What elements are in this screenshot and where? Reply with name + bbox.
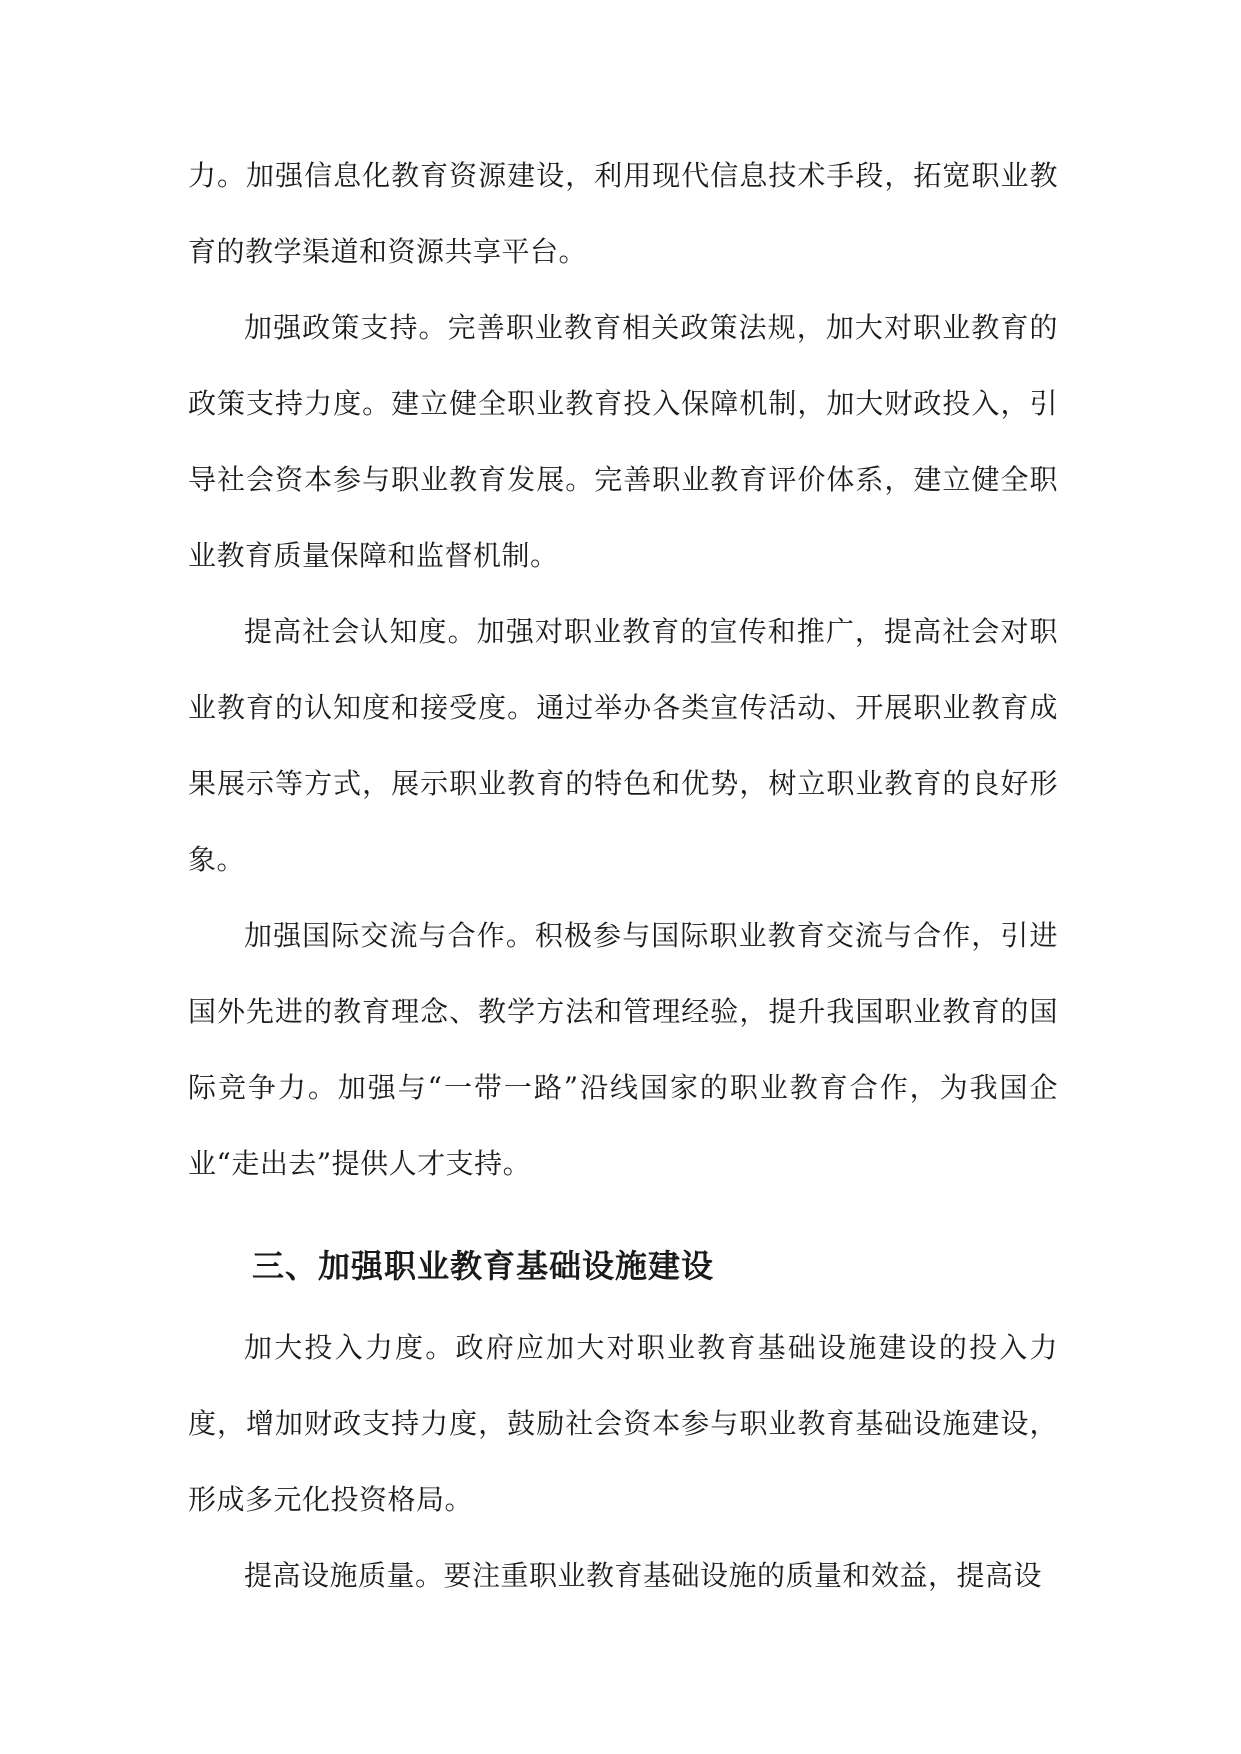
paragraph-facility-quality: 提高设施质量。要注重职业教育基础设施的质量和效益，提高设 [244,1559,1043,1592]
paragraph-policy-support: 加强政策支持。完善职业教育相关政策法规，加大对职业教育的政策支持力度。建立健全职业教育投入保障机制，加大财政投入，引导社会资本参与职业教育发展。完善职业教育评价体系，建立健全职业教育质量保障和监督机制。 [188,311,1058,572]
paragraph-social-awareness: 提高社会认知度。加强对职业教育的宣传和推广，提高社会对职业教育的认知度和接受度。通过举办各类宣传活动、开展职业教育成果展示等方式，展示职业教育的特色和优势，树立职业教育的良好形象。 [188,615,1058,876]
paragraph-international-cooperation: 加强国际交流与合作。积极参与国际职业教育交流与合作，引进国外先进的教育理念、教学方法和管理经验，提升我国职业教育的国际竞争力。加强与“一带一路”沿线国家的职业教育合作，为我国企业“走出去”提供人才支持。 [188,919,1058,1180]
document-page [188,138,1058,1614]
paragraph-increase-investment: 加大投入力度。政府应加大对职业教育基础设施建设的投入力度，增加财政支持力度，鼓励社会资本参与职业教育基础设施建设，形成多元化投资格局。 [188,1331,1058,1516]
paragraph-continuation: 力。加强信息化教育资源建设，利用现代信息技术手段，拓宽职业教育的教学渠道和资源共享平台。 [188,159,1058,268]
section-heading: 三、加强职业教育基础设施建设 [252,1247,715,1285]
